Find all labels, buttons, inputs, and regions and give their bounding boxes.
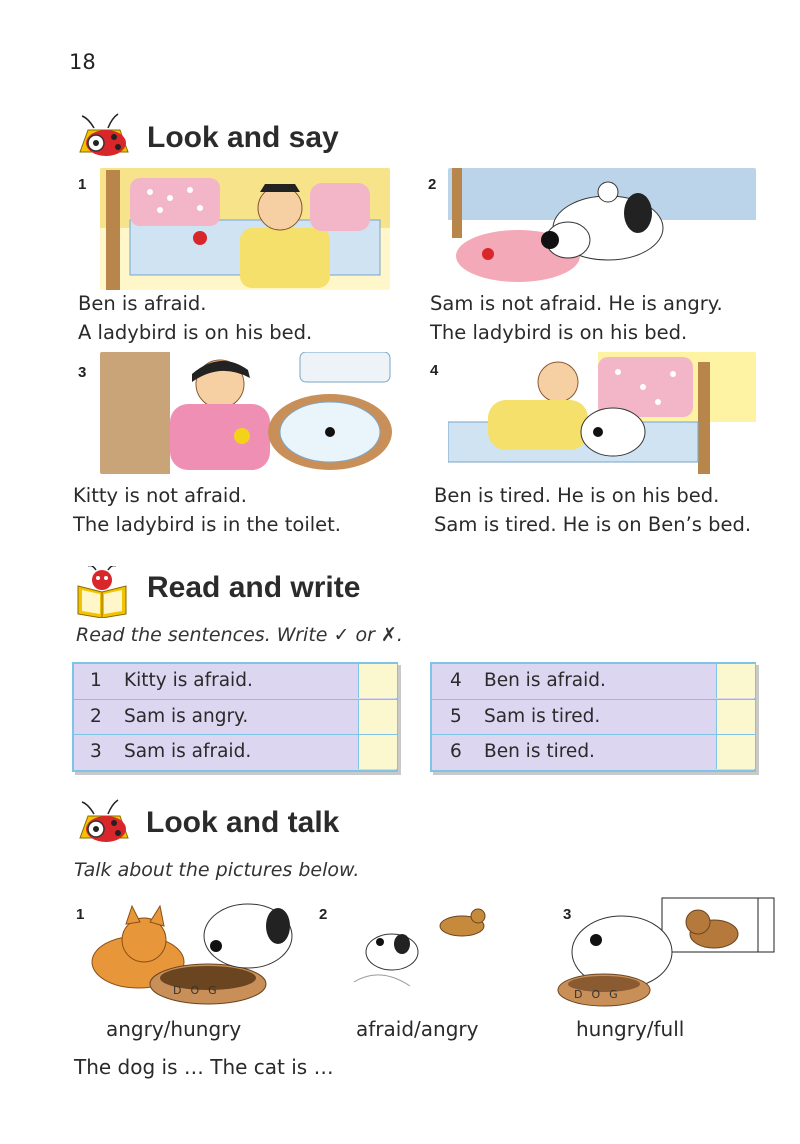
panel-number: 2	[428, 176, 437, 193]
picture-dog-chasing-cat	[350, 896, 500, 996]
picture-label: angry/hungry	[106, 1017, 242, 1041]
row-number: 2	[90, 706, 102, 727]
answer-table-right	[430, 662, 756, 772]
row-number: 5	[450, 706, 462, 727]
answer-box[interactable]	[358, 735, 397, 769]
talk-prompt: The dog is … The cat is …	[74, 1055, 334, 1079]
caption-line: A ladybird is on his bed.	[78, 321, 313, 344]
row-number: 4	[450, 670, 462, 691]
caption-line: Ben is afraid.	[78, 292, 207, 315]
caption-line: The ladybird is on his bed.	[430, 321, 688, 344]
picture-number: 1	[76, 906, 85, 923]
answer-box[interactable]	[358, 664, 397, 698]
row-number: 6	[450, 741, 462, 762]
table-row	[74, 699, 396, 734]
row-number: 3	[90, 741, 102, 762]
row-sentence: Ben is afraid.	[484, 670, 606, 691]
picture-label: afraid/angry	[356, 1017, 479, 1041]
panel-number: 1	[78, 176, 87, 193]
instruction-read-and-write: Read the sentences. Write ✓ or ✗.	[76, 624, 403, 646]
answer-box[interactable]	[358, 700, 397, 734]
row-sentence: Kitty is afraid.	[124, 670, 253, 691]
row-number: 1	[90, 670, 102, 691]
page-number: 18	[69, 50, 96, 74]
caption-line: Ben is tired. He is on his bed.	[434, 484, 720, 507]
answer-box[interactable]	[716, 700, 755, 734]
picture-number: 2	[319, 906, 328, 923]
caption-line: Sam is not afraid. He is angry.	[430, 292, 723, 315]
bowl-label: DOG	[574, 988, 627, 1001]
ladybird-ball-icon	[74, 110, 134, 162]
reading-book-icon	[72, 566, 132, 618]
caption-line: Kitty is not afraid.	[73, 484, 247, 507]
row-sentence: Sam is afraid.	[124, 741, 252, 762]
table-row	[432, 699, 754, 734]
row-sentence: Ben is tired.	[484, 741, 595, 762]
answer-table-left	[72, 662, 398, 772]
picture-ben-sam-tired	[448, 352, 756, 474]
picture-full-dog-cat-window	[552, 892, 776, 1010]
panel-number: 3	[78, 364, 87, 381]
section-title-look-and-say: Look and say	[147, 121, 339, 154]
picture-kitty-toilet	[100, 352, 404, 474]
section-title-look-and-talk: Look and talk	[146, 806, 340, 839]
picture-sam-angry	[448, 168, 756, 290]
section-title-read-and-write: Read and write	[147, 571, 361, 604]
bowl-label: DOG	[173, 984, 226, 997]
row-sentence: Sam is angry.	[124, 706, 249, 727]
row-sentence: Sam is tired.	[484, 706, 601, 727]
caption-line: The ladybird is in the toilet.	[73, 513, 342, 536]
answer-box[interactable]	[716, 664, 755, 698]
caption-line: Sam is tired. He is on Ben’s bed.	[434, 513, 752, 536]
table-row	[74, 664, 396, 698]
picture-cat-dog-bowl	[88, 892, 310, 1010]
instruction-look-and-talk: Talk about the pictures below.	[74, 859, 360, 881]
answer-box[interactable]	[716, 735, 755, 769]
panel-number: 4	[430, 362, 439, 379]
picture-number: 3	[563, 906, 572, 923]
table-row	[432, 734, 754, 769]
table-row	[432, 664, 754, 698]
ladybird-ball-icon	[74, 796, 134, 848]
table-row	[74, 734, 396, 769]
picture-ben-afraid	[100, 168, 390, 290]
picture-label: hungry/full	[576, 1017, 685, 1041]
